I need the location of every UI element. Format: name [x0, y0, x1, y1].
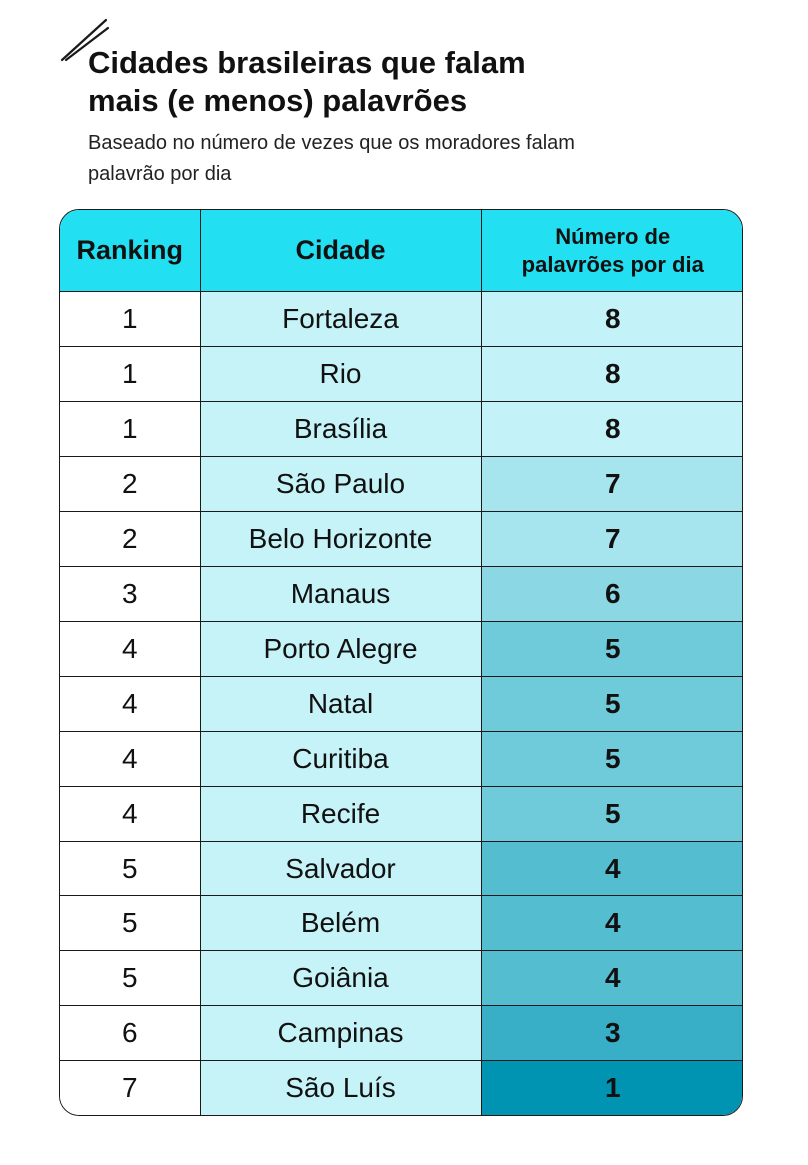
rank-cell: 1 — [60, 401, 200, 456]
city-cell: Salvador — [200, 841, 481, 896]
value-cell: 5 — [481, 621, 743, 676]
table-header-row — [60, 210, 743, 292]
table-row — [60, 456, 743, 511]
value-cell: 6 — [481, 566, 743, 621]
rank-cell: 7 — [60, 1061, 200, 1115]
table-row — [60, 731, 743, 786]
table-row — [60, 951, 743, 1006]
table-row — [60, 896, 743, 951]
city-cell: Belém — [200, 896, 481, 951]
value-cell: 8 — [481, 292, 743, 347]
chart-subtitle — [88, 128, 728, 190]
ranking-table-container — [59, 209, 743, 1116]
value-cell: 3 — [481, 1006, 743, 1061]
rank-cell: 4 — [60, 731, 200, 786]
city-cell: São Paulo — [200, 456, 481, 511]
rank-cell: 5 — [60, 896, 200, 951]
chart-title — [88, 44, 728, 120]
rank-cell: 1 — [60, 346, 200, 401]
rank-cell: 4 — [60, 786, 200, 841]
table-row — [60, 1061, 743, 1115]
title-line-1: Cidades brasileiras que falam — [88, 45, 526, 80]
subtitle-line-2: palavrão por dia — [88, 163, 232, 185]
title-line-2: mais (e menos) palavrões — [88, 83, 468, 118]
table-row — [60, 786, 743, 841]
table-row — [60, 841, 743, 896]
rank-cell: 3 — [60, 566, 200, 621]
ranking-table — [60, 210, 743, 1115]
rank-cell: 4 — [60, 676, 200, 731]
city-cell: Recife — [200, 786, 481, 841]
table-body — [60, 292, 743, 1116]
city-cell: Curitiba — [200, 731, 481, 786]
city-cell: Brasília — [200, 401, 481, 456]
city-cell: Rio — [200, 346, 481, 401]
table-row — [60, 511, 743, 566]
table-row — [60, 1006, 743, 1061]
rank-cell: 2 — [60, 511, 200, 566]
rank-cell: 1 — [60, 292, 200, 347]
value-cell: 4 — [481, 896, 743, 951]
city-cell: Fortaleza — [200, 292, 481, 347]
city-cell: Goiânia — [200, 951, 481, 1006]
table-row — [60, 346, 743, 401]
city-cell: Campinas — [200, 1006, 481, 1061]
table-row — [60, 621, 743, 676]
table-row — [60, 676, 743, 731]
value-cell: 7 — [481, 456, 743, 511]
city-cell: Belo Horizonte — [200, 511, 481, 566]
table-row — [60, 566, 743, 621]
city-cell: Manaus — [200, 566, 481, 621]
rank-cell: 6 — [60, 1006, 200, 1061]
value-cell: 8 — [481, 346, 743, 401]
city-cell: Natal — [200, 676, 481, 731]
header-value — [481, 210, 743, 292]
value-cell: 5 — [481, 731, 743, 786]
subtitle-line-1: Baseado no número de vezes que os moradores falam — [88, 132, 575, 154]
rank-cell: 4 — [60, 621, 200, 676]
value-cell: 8 — [481, 401, 743, 456]
table-row — [60, 292, 743, 347]
value-cell: 4 — [481, 841, 743, 896]
value-cell: 5 — [481, 676, 743, 731]
value-cell: 7 — [481, 511, 743, 566]
header-ranking: Ranking — [60, 210, 200, 292]
table-row — [60, 401, 743, 456]
rank-cell: 2 — [60, 456, 200, 511]
rank-cell: 5 — [60, 841, 200, 896]
rank-cell: 5 — [60, 951, 200, 1006]
city-cell: São Luís — [200, 1061, 481, 1115]
header-city: Cidade — [200, 210, 481, 292]
value-cell: 5 — [481, 786, 743, 841]
value-cell: 4 — [481, 951, 743, 1006]
city-cell: Porto Alegre — [200, 621, 481, 676]
value-cell: 1 — [481, 1061, 743, 1115]
header-value-line-1: Número de — [555, 223, 671, 249]
header-value-line-2: palavrões por dia — [521, 251, 704, 277]
